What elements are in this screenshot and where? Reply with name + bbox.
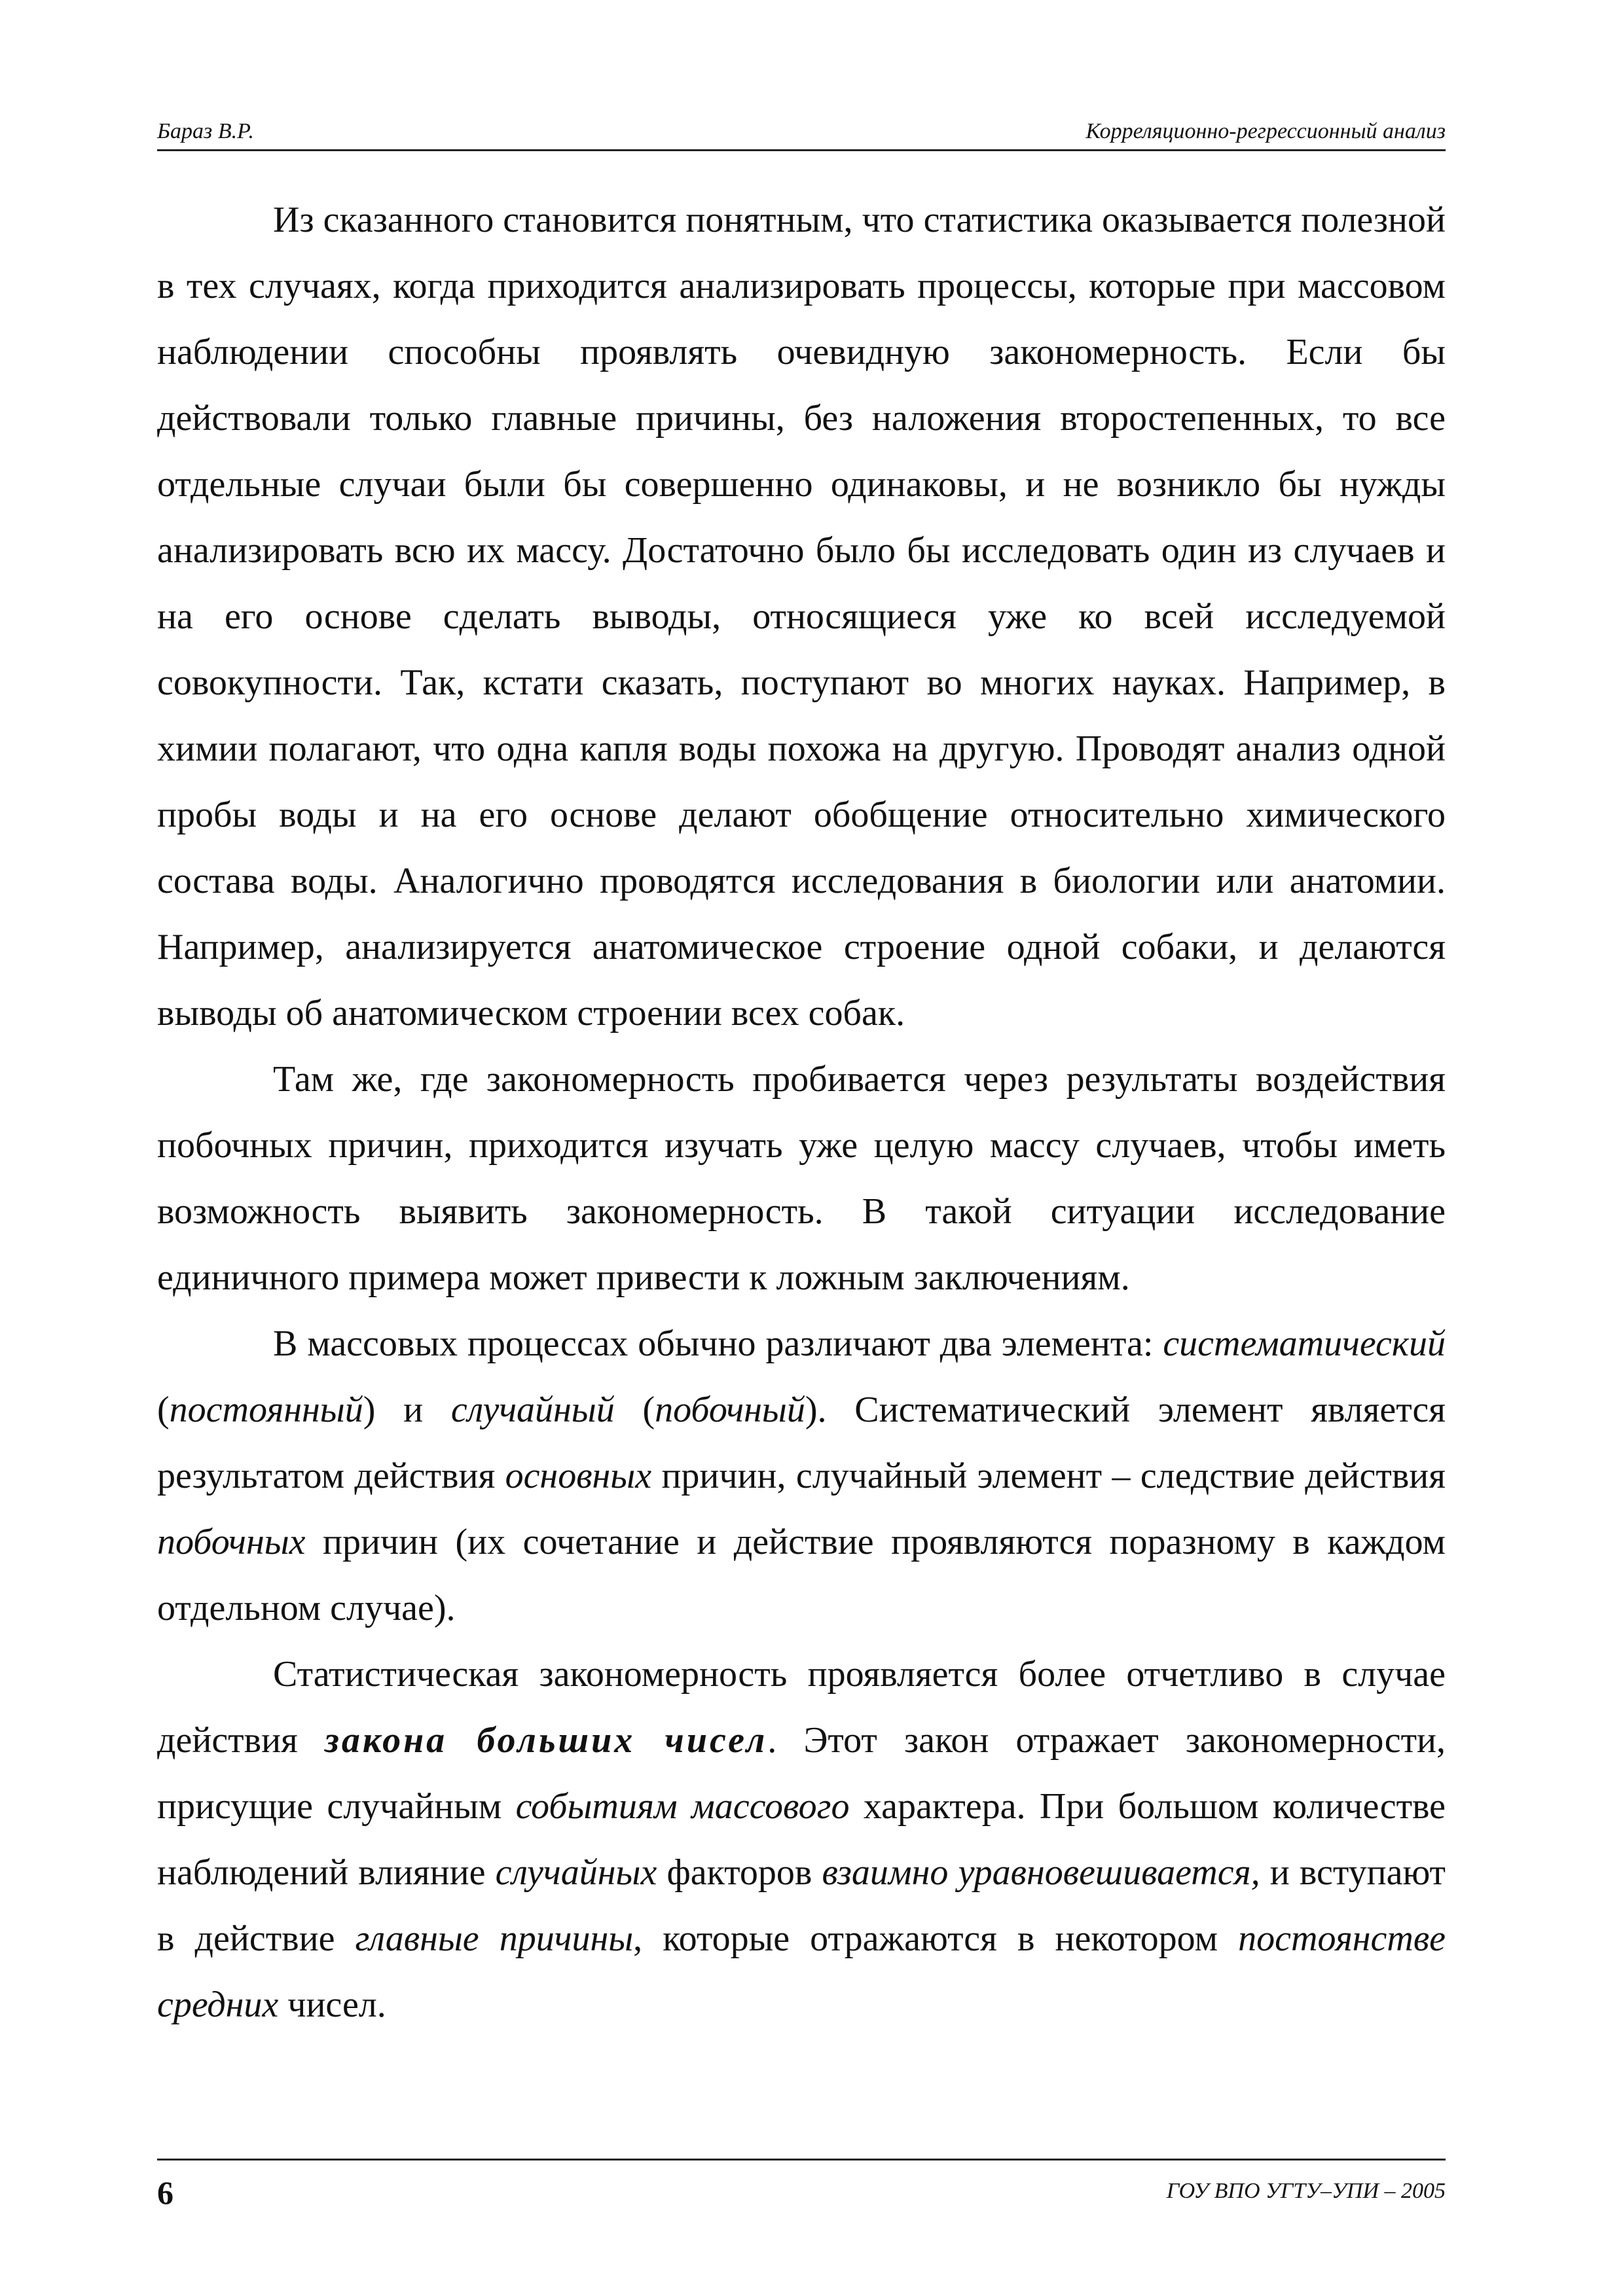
term-constant: постоянный bbox=[169, 1390, 363, 1430]
paragraph-3-text: причин (их сочетание и действие проявляются поразному в каждом отдельном случае). bbox=[157, 1522, 1446, 1628]
term-systematic: систематический bbox=[1163, 1323, 1446, 1364]
paragraph-1: Из сказанного становится понятным, что статистика оказывается полезной в тех случаях, когда приходится анализировать процессы, которые при массовом наблюдении способны проявлять очевидную закономерность. Если бы действовали только главные причины, без наложения второстепенных, то все отдельные случаи были бы совершенно одинаковы, и не возникло бы нужды анализировать всю их массу. Достаточно было бы исследовать один из случаев и на его основе сделать выводы, относящиеся уже ко всей исследуемой совокупности. Так, кстати сказать, поступают во многих науках. Например, в химии полагают, что одна капля воды похожа на другую. Проводят анализ одной пробы воды и на его основе делают обобщение относительно химического состава воды. Аналогично проводятся исследования в биологии или анатомии. Например, анализируется анатомическое строение одной собаки, и делаются выводы об анатомическом строении всех собак. bbox=[157, 200, 1446, 1033]
paragraph-3-text: В массовых процессах обычно различают два элемента: bbox=[273, 1323, 1163, 1364]
running-footer bbox=[157, 2159, 1446, 2211]
paragraph-3 bbox=[157, 1311, 1446, 1641]
term-side-causes: побочных bbox=[157, 1522, 306, 1562]
paragraph-4-text: , которые отражаются в некотором bbox=[633, 1918, 1239, 1959]
paragraph-4 bbox=[157, 1641, 1446, 2038]
term-side: побочный bbox=[655, 1390, 805, 1430]
footer-publisher: ГОУ ВПО УГТУ–УПИ – 2005 bbox=[1166, 2179, 1446, 2203]
paragraph-4-text: Статистическая закономерность проявляется более отчетливо в случае действия bbox=[157, 1654, 1446, 1761]
paragraph-4-text: характера. При большом количестве наблюдений влияние bbox=[157, 1786, 1446, 1893]
paragraph-4-text: и вступают в действие bbox=[157, 1852, 1446, 1959]
term-mutually-balanced: взаимно уравновешивается, bbox=[822, 1852, 1260, 1893]
term-mass-events: событиям массового bbox=[515, 1786, 850, 1827]
header-author: Бараз В.Р. bbox=[157, 119, 254, 143]
term-main-causes: главные причины bbox=[355, 1918, 634, 1959]
term-main: основных bbox=[505, 1456, 652, 1496]
header-chapter-title: Корреляционно-регрессионный анализ bbox=[1085, 119, 1446, 143]
paragraph-3-text: причин, случайный элемент – следствие действия bbox=[651, 1456, 1446, 1496]
term-law-of-large-numbers: закона больших чисел bbox=[324, 1720, 768, 1761]
term-constancy-of-means: постоянстве средних bbox=[157, 1918, 1446, 2025]
paragraph-3-text: ). Систематический элемент является результатом действия bbox=[157, 1390, 1446, 1496]
paragraph-4-text: . Этот закон отражает закономерности, присущие случайным bbox=[157, 1720, 1446, 1827]
term-random: случайный bbox=[450, 1390, 615, 1430]
term-random-factors: случайных bbox=[495, 1852, 657, 1893]
running-header bbox=[157, 115, 1446, 151]
paragraph-4-text: чисел. bbox=[278, 1984, 386, 2025]
page-number: 6 bbox=[157, 2174, 173, 2211]
paragraph-3-text: ( bbox=[614, 1390, 655, 1430]
body-text bbox=[157, 187, 1446, 2038]
paragraph-4-text: факторов bbox=[657, 1852, 822, 1893]
paragraph-2: Там же, где закономерность пробивается через результаты воздействия побочных причин, приходится изучать уже целую массу случаев, чтобы иметь возможность выявить закономерность. В такой ситуации исследование единичного примера может привести к ложным заключениям. bbox=[157, 1059, 1446, 1298]
paragraph-3-text: ) и bbox=[363, 1390, 451, 1430]
paragraph-3-text: ( bbox=[157, 1390, 170, 1430]
